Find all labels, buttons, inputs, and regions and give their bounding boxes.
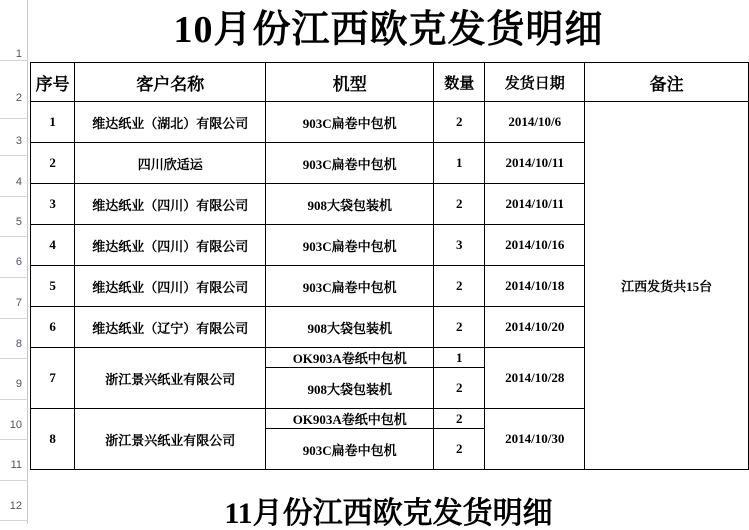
gutter-divider — [0, 439, 28, 440]
gutter-divider — [0, 399, 28, 400]
cell-qty: 2 — [434, 266, 485, 307]
gutter-divider — [0, 318, 28, 319]
cell-date: 2014/10/30 — [485, 409, 585, 470]
row-number-gutter — [0, 0, 28, 524]
cell-model: 903C扁卷中包机 — [266, 143, 434, 184]
cell-model: 908大袋包装机 — [266, 307, 434, 348]
table-row[interactable] — [31, 102, 749, 143]
cell-model: 903C扁卷中包机 — [266, 102, 434, 143]
gutter-divider — [0, 60, 28, 61]
cell-seq: 8 — [31, 409, 75, 470]
cell-seq: 2 — [31, 143, 75, 184]
shipment-table — [30, 62, 749, 470]
cell-date: 2014/10/6 — [485, 102, 585, 143]
gutter-divider — [0, 196, 28, 197]
cell-model: 908大袋包装机 — [266, 184, 434, 225]
gutter-divider — [0, 118, 28, 119]
table-header-row — [31, 63, 749, 102]
column-header-customer: 客户名称 — [75, 63, 266, 102]
cell-seq: 3 — [31, 184, 75, 225]
cell-customer: 浙江景兴纸业有限公司 — [75, 348, 266, 409]
column-header-date: 发货日期 — [485, 63, 585, 102]
cell-note: 江西发货共15台 — [585, 102, 749, 470]
row-number[interactable]: 1 — [15, 48, 22, 60]
cell-date: 2014/10/11 — [485, 184, 585, 225]
column-header-seq: 序号 — [31, 63, 75, 102]
gutter-divider — [0, 520, 28, 521]
sheet-content — [28, 0, 749, 530]
row-number[interactable]: 7 — [15, 297, 22, 309]
cell-model: OK903A卷纸中包机 — [266, 409, 434, 429]
cell-model: 903C扁卷中包机 — [266, 266, 434, 307]
cell-date: 2014/10/18 — [485, 266, 585, 307]
cell-model: 903C扁卷中包机 — [266, 225, 434, 266]
cell-qty: 2 — [434, 307, 485, 348]
row-number[interactable]: 6 — [15, 256, 22, 268]
column-header-qty: 数量 — [434, 63, 485, 102]
row-number[interactable]: 12 — [9, 500, 22, 512]
cell-customer: 四川欣适运 — [75, 143, 266, 184]
cell-date: 2014/10/16 — [485, 225, 585, 266]
gutter-divider — [0, 236, 28, 237]
cell-date: 2014/10/28 — [485, 348, 585, 409]
gutter-divider — [0, 358, 28, 359]
row-number[interactable]: 3 — [15, 135, 22, 147]
cell-seq: 7 — [31, 348, 75, 409]
cell-model: OK903A卷纸中包机 — [266, 348, 434, 368]
cell-qty: 2 — [434, 184, 485, 225]
row-number[interactable]: 4 — [15, 176, 22, 188]
cell-qty: 1 — [434, 348, 485, 368]
row-number[interactable]: 5 — [15, 216, 22, 228]
cell-customer: 维达纸业（湖北）有限公司 — [75, 102, 266, 143]
row-number[interactable]: 11 — [10, 459, 22, 471]
cell-qty: 2 — [434, 102, 485, 143]
cell-model: 903C扁卷中包机 — [266, 429, 434, 470]
gutter-divider — [0, 480, 28, 481]
gutter-divider — [0, 155, 28, 156]
cell-seq: 1 — [31, 102, 75, 143]
cell-customer: 维达纸业（四川）有限公司 — [75, 184, 266, 225]
row-number[interactable]: 9 — [15, 378, 22, 390]
cell-customer: 维达纸业（四川）有限公司 — [75, 225, 266, 266]
cell-qty: 2 — [434, 429, 485, 470]
cell-date: 2014/10/20 — [485, 307, 585, 348]
cell-qty: 3 — [434, 225, 485, 266]
cell-seq: 4 — [31, 225, 75, 266]
row-number[interactable]: 2 — [15, 92, 22, 104]
cell-customer: 维达纸业（四川）有限公司 — [75, 266, 266, 307]
cell-qty: 1 — [434, 143, 485, 184]
cell-seq: 6 — [31, 307, 75, 348]
cell-qty: 2 — [434, 368, 485, 409]
gutter-divider — [0, 277, 28, 278]
cell-customer: 维达纸业（辽宁）有限公司 — [75, 307, 266, 348]
column-header-model: 机型 — [266, 63, 434, 102]
row-number[interactable]: 10 — [9, 419, 22, 431]
cell-customer: 浙江景兴纸业有限公司 — [75, 409, 266, 470]
next-page-title-partial: 11月份江西欧克发货明细 — [224, 497, 553, 530]
page-title: 10月份江西欧克发货明细 — [173, 9, 604, 51]
row-number[interactable]: 8 — [15, 338, 22, 350]
cell-date: 2014/10/11 — [485, 143, 585, 184]
column-header-note: 备注 — [585, 63, 749, 102]
cell-qty: 2 — [434, 409, 485, 429]
cell-seq: 5 — [31, 266, 75, 307]
cell-model: 908大袋包装机 — [266, 368, 434, 409]
